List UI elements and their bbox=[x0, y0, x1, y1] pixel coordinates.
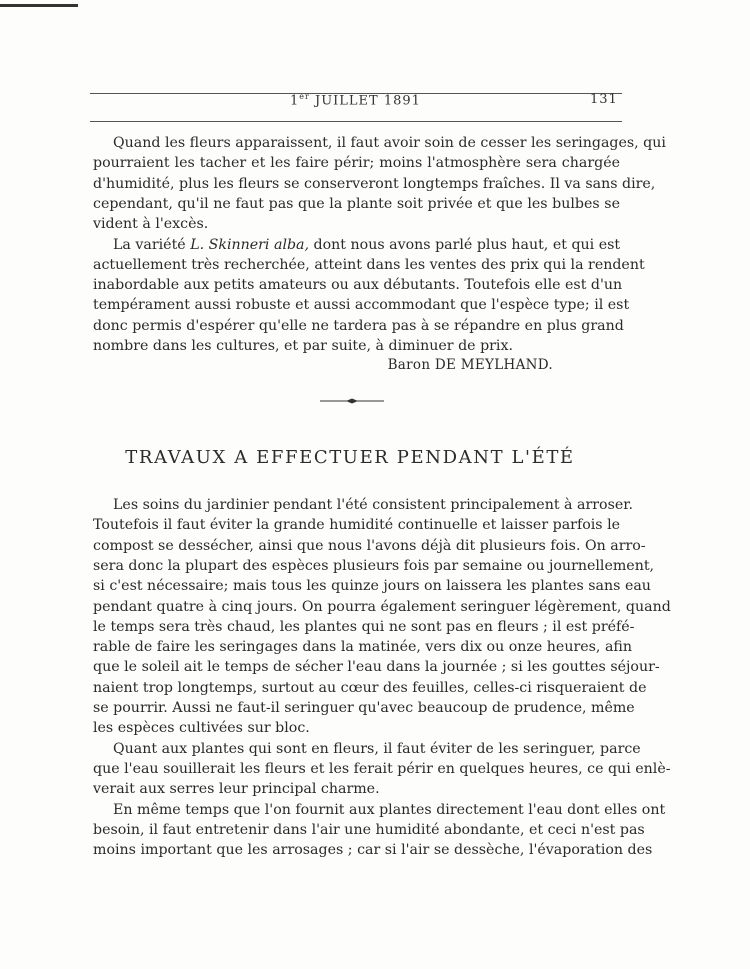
text-line: verait aux serres leur principal charme. bbox=[93, 781, 380, 798]
page-number: 131 bbox=[590, 92, 618, 107]
author-signature: Baron DE MEYLHAND. bbox=[387, 357, 553, 373]
text-line: Quand les fleurs apparaissent, il faut avoir soin de cesser les seringages, qui bbox=[113, 135, 666, 151]
text-line: cependant, qu'il ne faut pas que la plante soit privée et que les bulbes se bbox=[93, 195, 620, 212]
ornament-divider bbox=[320, 398, 384, 404]
header-rule-bottom bbox=[90, 121, 622, 122]
date-month-year: JUILLET 1891 bbox=[309, 93, 421, 109]
text-line: se pourrir. Aussi ne faut-il seringuer qu'avec beaucoup de prudence, même bbox=[93, 700, 635, 716]
text-line: actuellement très recherchée, atteint dans les ventes des prix qui la rendent bbox=[93, 256, 645, 273]
text-line: En même temps que l'on fournit aux plantes directement l'eau dont elles ont bbox=[113, 801, 666, 818]
text-line: tempérament aussi robuste et aussi accommodant que l'espèce type; il est bbox=[93, 297, 630, 314]
text-line: donc permis d'espérer qu'elle ne tardera pas à se répandre en plus grand bbox=[93, 317, 624, 334]
text-line: si c'est nécessaire; mais tous les quinze jours on laissera les plantes sans eau bbox=[93, 578, 651, 595]
text-line: pendant quatre à cinq jours. On pourra également seringuer légèrement, quand bbox=[93, 598, 671, 615]
text-line: pourraient les tacher et les faire périr; moins l'atmosphère sera chargée bbox=[93, 155, 620, 172]
date-day: 1 bbox=[290, 93, 300, 109]
text-line: Les soins du jardinier pendant l'été consistent principalement à arroser. bbox=[113, 497, 633, 513]
text-line: d'humidité, plus les fleurs se conserveront longtemps fraîches. Il va sans dire, bbox=[93, 175, 656, 192]
text-line: besoin, il faut entretenir dans l'air une humidité abondante, et ceci n'est pas bbox=[93, 821, 645, 838]
text-line: le temps sera très chaud, les plantes qui ne sont pas en fleurs ; il est préfé- bbox=[93, 618, 635, 635]
running-header-date bbox=[290, 92, 421, 108]
text-line: inabordable aux petits amateurs ou aux débutants. Toutefois elle est d'un bbox=[93, 277, 623, 294]
text-line: compost se dessécher, ainsi que nous l'avons déjà dit plusieurs fois. On arro- bbox=[93, 537, 646, 554]
text-line: nombre dans les cultures, et par suite, à diminuer de prix. bbox=[93, 338, 513, 354]
text-line: Quant aux plantes qui sont en fleurs, il faut éviter de les seringuer, parce bbox=[113, 740, 641, 757]
text-line: moins important que les arrosages ; car si l'air se dessèche, l'évaporation des bbox=[93, 842, 653, 859]
text-line: rable de faire les seringages dans la matinée, vers dix ou onze heures, afin bbox=[93, 639, 633, 656]
date-superscript: er bbox=[299, 92, 310, 101]
scan-smudge bbox=[0, 4, 78, 7]
section-title: TRAVAUX A EFFECTUER PENDANT L'ÉTÉ bbox=[125, 447, 575, 468]
text-line: Toutefois il faut éviter la grande humidité continuelle et laisser parfois le bbox=[93, 517, 620, 534]
text-line: que le soleil ait le temps de sécher l'eau dans la journée ; si les gouttes séjour- bbox=[93, 659, 660, 676]
text-line: sera donc la plupart des espèces plusieurs fois par semaine ou journellement, bbox=[93, 557, 655, 574]
text-line: les espèces cultivées sur bloc. bbox=[93, 720, 310, 737]
text-line: que l'eau souillerait les fleurs et les ferait périr en quelques heures, ce qui enlè- bbox=[93, 760, 671, 777]
text-line: vident à l'excès. bbox=[93, 216, 209, 233]
text-line: La variété L. Skinneri alba, dont nous avons parlé plus haut, et qui est bbox=[113, 236, 621, 253]
text-line: naient trop longtemps, surtout au cœur des feuilles, celles-ci risqueraient de bbox=[93, 679, 647, 696]
